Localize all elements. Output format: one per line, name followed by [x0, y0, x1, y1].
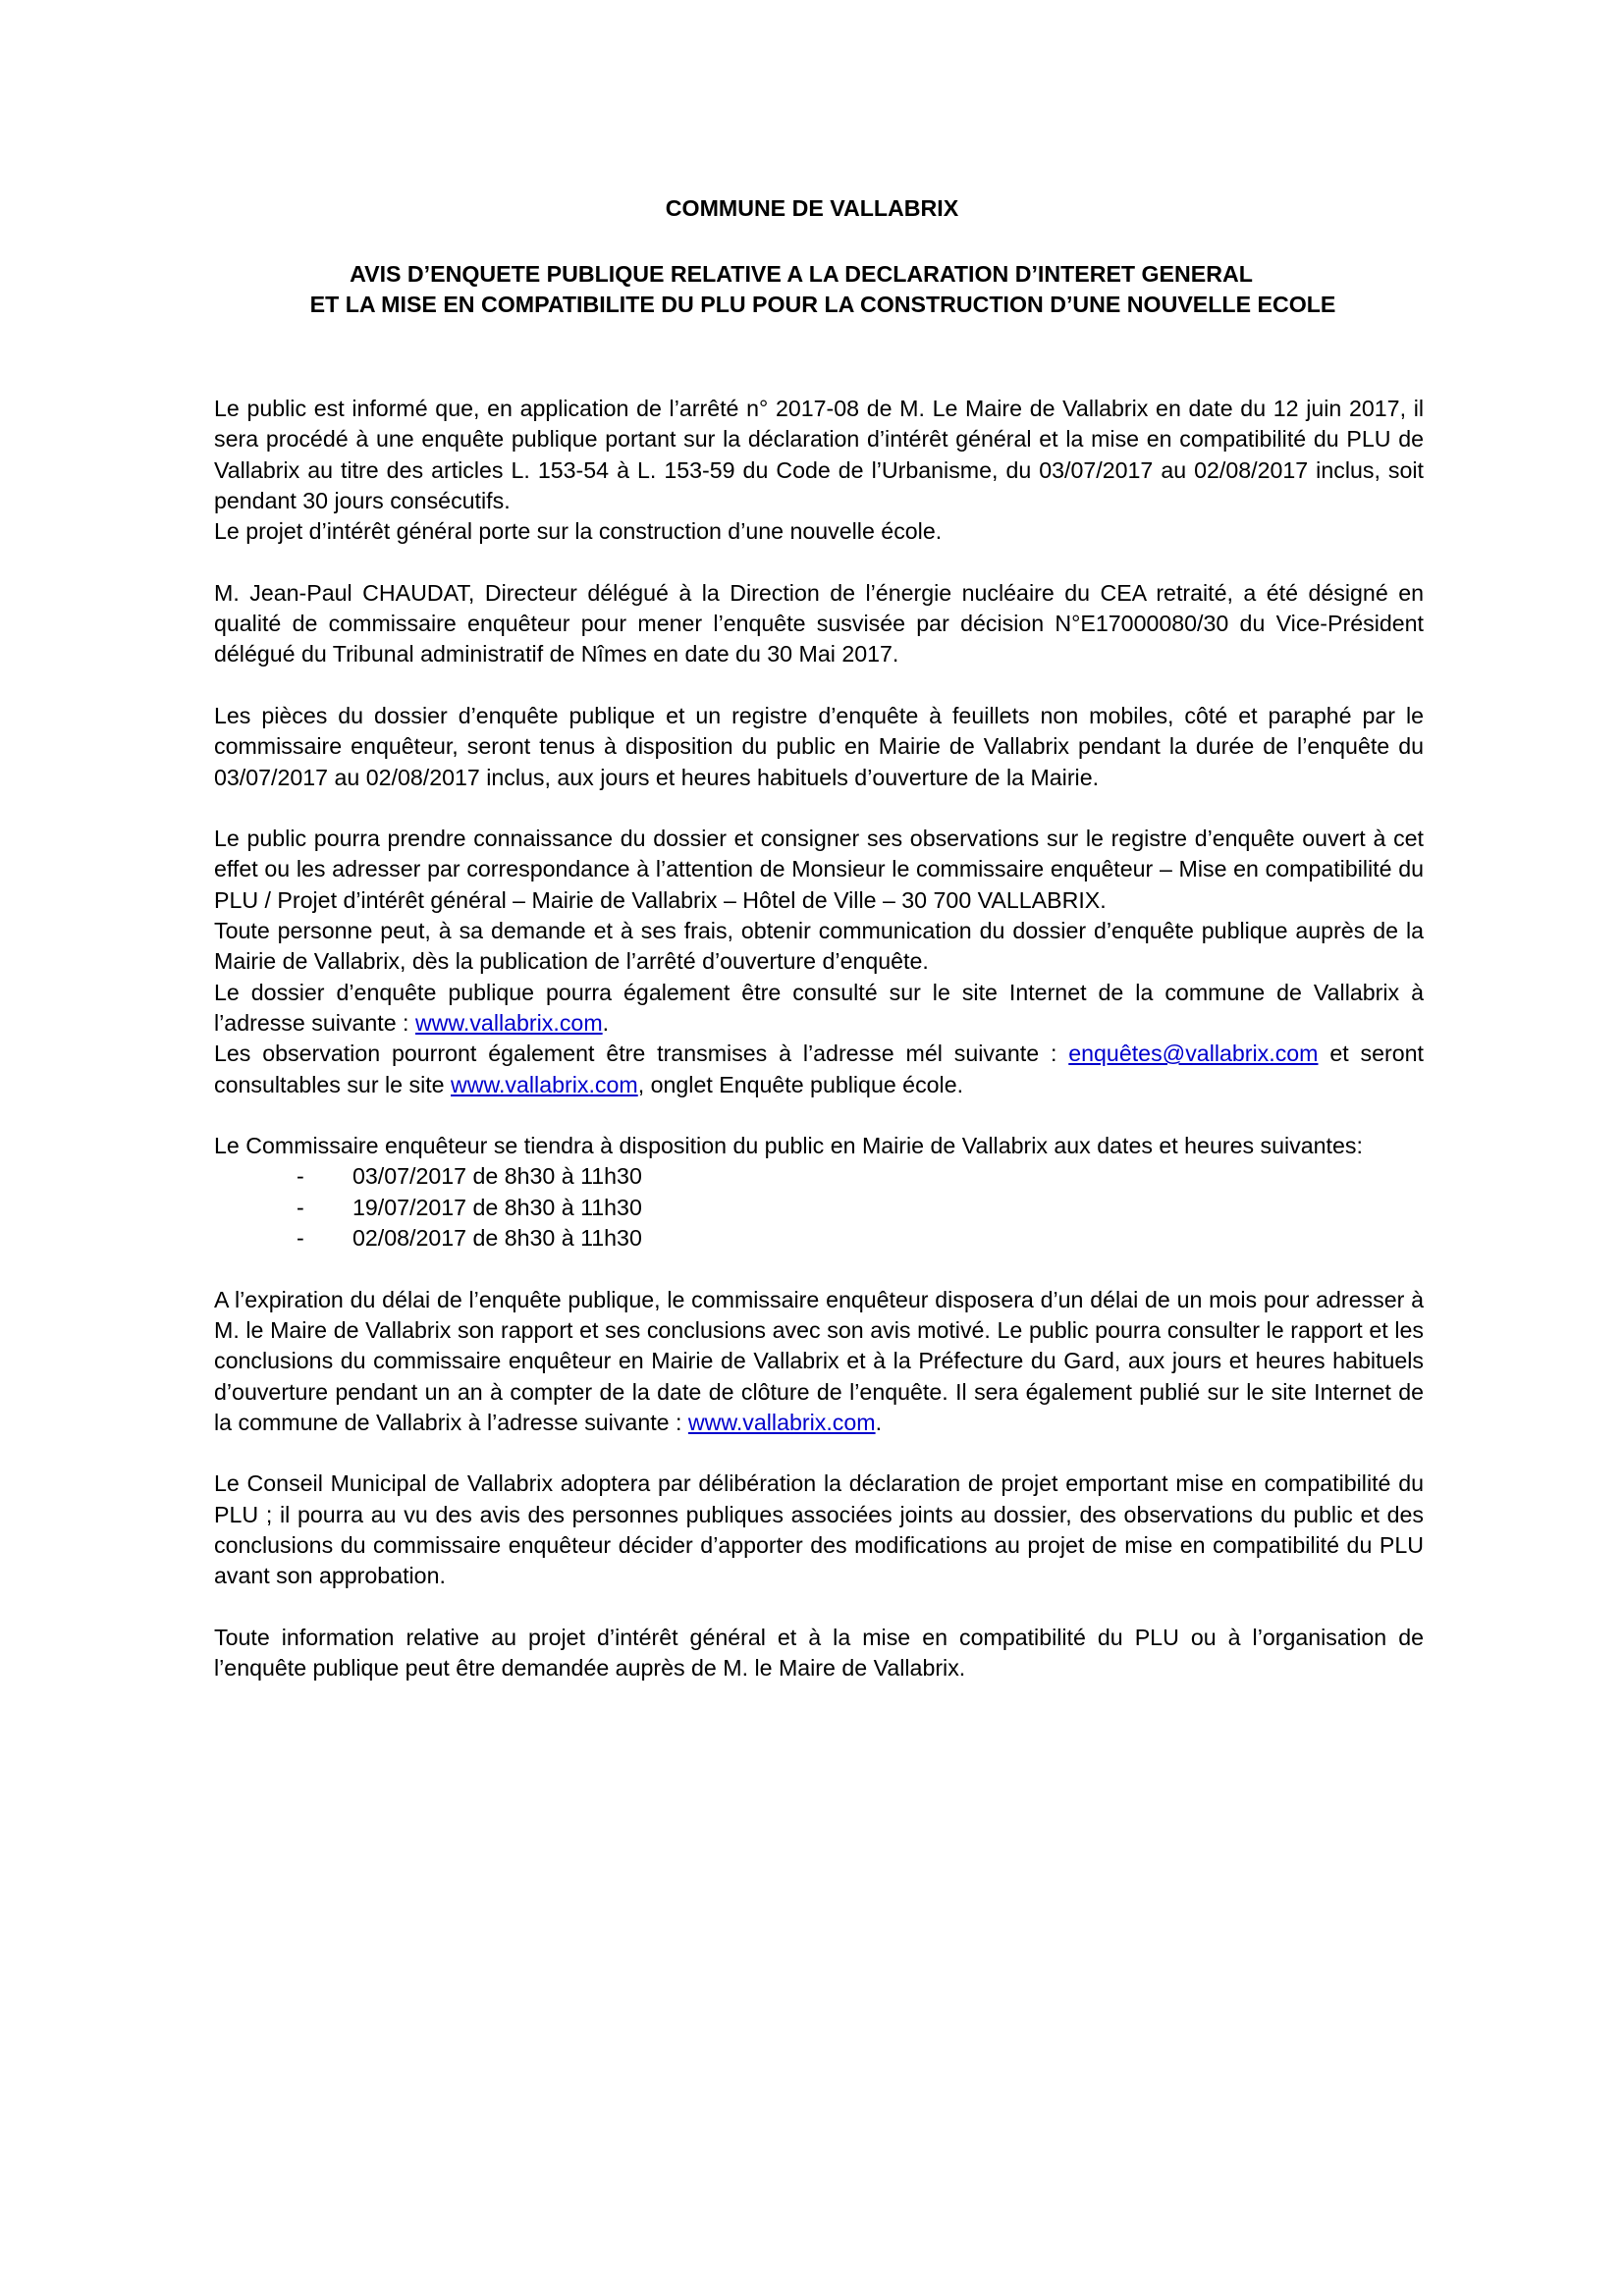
website-link-2[interactable]: www.vallabrix.com [451, 1071, 638, 1097]
website-end: . [602, 1009, 610, 1036]
paragraph-dossier: Les pièces du dossier d’enquête publique et un registre d’enquête à feuillets non mobiles, côté et paraphé par le commissaire enquêteur, seront tenus à disposition du public en Mairie de Vallabrix pendant la durée de l’enquête du 03/07/2017 au 02/08/2017 inclus, aux jours et heures habituels d’ouverture de la Mairie. [214, 702, 1424, 790]
paragraph-project: Le projet d’intérêt général porte sur la construction d’une nouvelle école. [214, 518, 943, 545]
commune-title: COMMUNE DE VALLABRIX [665, 195, 959, 221]
list-dash: - [297, 1194, 304, 1220]
report-text: A l’expiration du délai de l’enquête publique, le commissaire enquêteur disposera d’un délai de un mois pour adresser à M. le Maire de Vallabrix son rapport et ses conclusions avec son avis motivé. Le public pourra consulter le rapport et les conclusions du commissaire enquêteur en Mairie de Vallabrix et à la Préfecture du Gard, aux jours et heures habituels d’ouverture pendant un an à compter de la date de clôture de l’enquête. Il sera également publié sur le site Internet de la commune de Vallabrix à l’adresse suivante : [214, 1286, 1424, 1435]
list-item [214, 1193, 1424, 1223]
paragraph-report [214, 1285, 1424, 1438]
notice-title-line-1: AVIS D’ENQUETE PUBLIQUE RELATIVE A LA DECLARATION D’INTERET GENERAL [350, 261, 1253, 287]
list-dash: - [297, 1163, 304, 1190]
email-text: Les observation pourront également être transmises à l’adresse mél suivante : [214, 1041, 1069, 1067]
paragraph-commissioner: M. Jean-Paul CHAUDAT, Directeur délégué à la Direction de l’énergie nucléaire du CEA retraité, a été désigné en qualité de commissaire enquêteur pour mener l’enquête susvisée par décision N°E17000080/30 du Vice-Président délégué du Tribunal administratif de Nîmes en date du 30 Mai 2017. [214, 579, 1424, 667]
paragraph-communication: Toute personne peut, à sa demande et à ses frais, obtenir communication du dossier d’enquête publique auprès de la Mairie de Vallabrix, dès la publication de l’arrêté d’ouverture d’enquête. [214, 918, 1424, 975]
website-link[interactable]: www.vallabrix.com [414, 1009, 603, 1036]
list-item [214, 1223, 1424, 1254]
report-end: . [875, 1409, 883, 1435]
permanence-slot: 02/08/2017 de 8h30 à 11h30 [352, 1225, 642, 1252]
paragraph-intro: Le public est informé que, en application de l’arrêté n° 2017-08 de M. Le Maire de Vallabrix en date du 12 juin 2017, il sera procédé à une enquête publique portant sur la déclaration d’intérêt général et la mise en compatibilité du PLU de Vallabrix au titre des articles L. 153-54 à L. 153-59 du Code de l’Urbanisme, du 03/07/2017 au 02/08/2017 inclus, soit pendant 30 jours consécutifs. [214, 396, 1424, 513]
permanence-slot: 19/07/2017 de 8h30 à 11h30 [352, 1194, 642, 1220]
paragraph-observations: Le public pourra prendre connaissance du dossier et consigner ses observations sur le registre d’enquête ouvert à cet effet ou les adresser par correspondance à l’attention de Monsieur le commissaire enquêteur – Mise en compatibilité du PLU / Projet d’intérêt général – Mairie de Vallabrix – Hôtel de Ville – 30 700 VALLABRIX. [214, 826, 1424, 913]
notice-body [214, 394, 1424, 1683]
paragraph-email [214, 1039, 1424, 1100]
email-end: , onglet Enquête publique école. [637, 1071, 964, 1097]
list-dash: - [297, 1225, 304, 1252]
notice-title-line-2: ET LA MISE EN COMPATIBILITE DU PLU POUR LA CONSTRUCTION D’UNE NOUVELLE ECOLE [309, 292, 1336, 317]
email-mid: et seront consultables sur le site [214, 1041, 1424, 1097]
notice-title [0, 259, 1624, 320]
permanence-list [214, 1161, 1424, 1254]
paragraph-information: Toute information relative au projet d’intérêt général et à la mise en compatibilité du PLU ou à l’organisation de l’enquête publique peut être demandée auprès de M. le Maire de Vallabrix. [214, 1624, 1424, 1682]
paragraph-website [214, 978, 1424, 1040]
website-link-3[interactable]: www.vallabrix.com [687, 1409, 876, 1435]
paragraph-council: Le Conseil Municipal de Vallabrix adoptera par délibération la déclaration de projet emportant mise en compatibilité du PLU ; il pourra au vu des avis des personnes publiques associées joints au dossier, des observations du public et des conclusions du commissaire enquêteur décider d’apporter des modifications au projet de mise en compatibilité du PLU avant son approbation. [214, 1470, 1424, 1589]
website-text: Le dossier d’enquête publique pourra également être consulté sur le site Internet de la commune de Vallabrix à l’adresse suivante : [214, 979, 1424, 1036]
permanence-slot: 03/07/2017 de 8h30 à 11h30 [352, 1163, 642, 1190]
email-link[interactable]: enquêtes@vallabrix.com [1068, 1041, 1319, 1067]
paragraph-permanences: Le Commissaire enquêteur se tiendra à disposition du public en Mairie de Vallabrix aux dates et heures suivantes: [214, 1133, 1363, 1159]
list-item [214, 1161, 1424, 1192]
